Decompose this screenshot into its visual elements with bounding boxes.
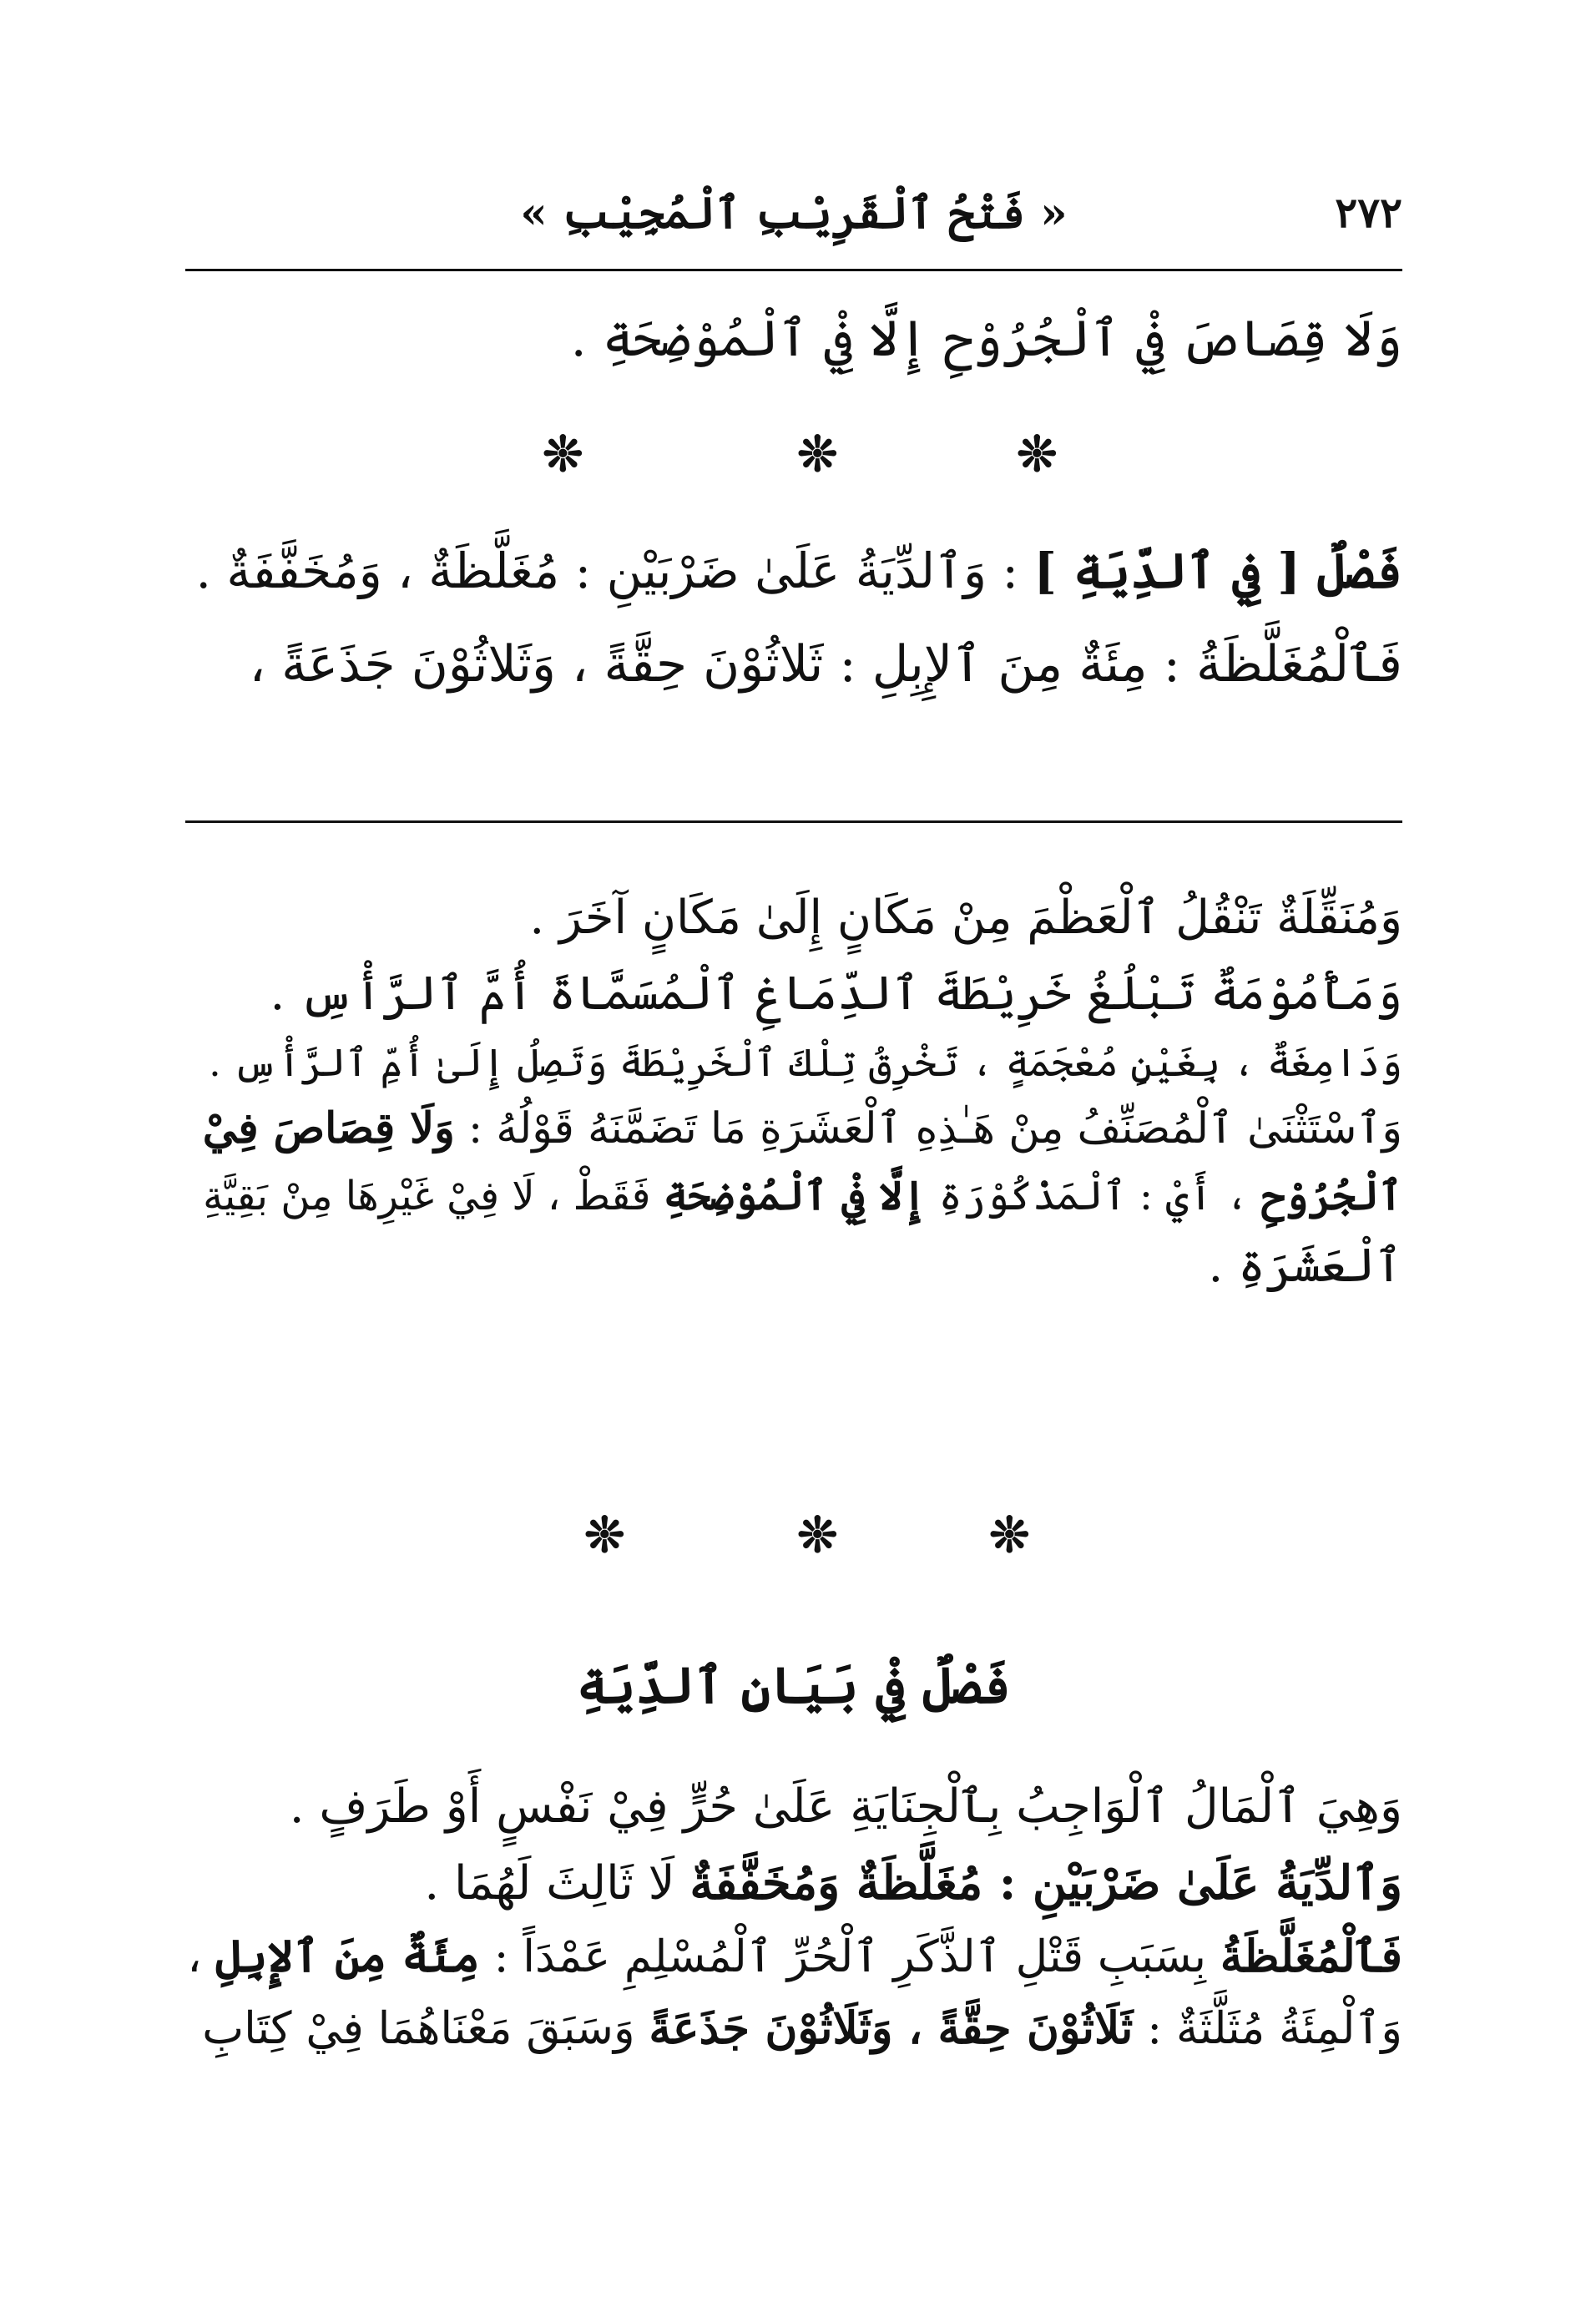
- star-ornament: ❊: [543, 426, 583, 482]
- sharh-line: وَدَامِغَةٌ ، بِغَيْنٍ مُعْجَمَةٍ ، تَخْرِقُ تِلْكَ ٱلْخَرِيْطَةَ وَتَصِلُ إِلَىٰ أُمِّ ٱلرَّأْسِ .: [209, 1040, 1402, 1086]
- matn-block-1: [185, 300, 1402, 378]
- matn-fasl-line: [185, 534, 1402, 609]
- sharh-text: وَٱسْتَثْنَىٰ ٱلْمُصَنِّفُ مِنْ هَـٰذِهِ ٱلْعَشَرَةِ مَا تَضَمَّنَهُ قَوْلُهُ :: [467, 1103, 1402, 1154]
- sharh-text: فَقَطْ ، لَا فِيْ غَيْرِهَا مِنْ بَقِيَّةِ: [203, 1172, 651, 1219]
- sharh-text: ، أَيْ : ٱلْمَذْكُوْرَةِ: [938, 1172, 1249, 1219]
- section-title: فَصْلٌ فِيْ بَيَانِ ٱلدِّيَةِ: [577, 1657, 1011, 1715]
- section-line: [185, 1845, 1402, 1922]
- section-line: [185, 1993, 1402, 2065]
- matn-line: فَٱلْمُغَلَّظَةُ : مِئَةٌ مِنَ ٱلإِبِلِ : ثَلاثُوْنَ حِقَّةً ، وَثَلاثُوْنَ جَذَعَةً ،: [249, 634, 1402, 694]
- section-body: [185, 1769, 1402, 2065]
- matn-quote: إِلَّا فِيْ ٱلْمُوْضِحَةِ: [663, 1172, 927, 1219]
- header-rule: [185, 269, 1402, 271]
- section-line: وَهِيَ ٱلْمَالُ ٱلْوَاجِبُ بِٱلْجِنَايَةِ عَلَىٰ حُرٍّ فِيْ نَفْسٍ أَوْ طَرَفٍ .: [289, 1780, 1402, 1834]
- matn-quote: وَلَا قِصَاصَ فِيْ: [202, 1103, 455, 1154]
- matn-quote: ثَلَاثُوْنَ حِقَّةً ، وَثَلَاثُوْنَ جَذَعَةً: [649, 2002, 1134, 2055]
- sharh-line: وَمُنَقِّلَةٌ تَنْقُلُ ٱلْعَظْمَ مِنْ مَكَانٍ إِلَىٰ مَكَانٍ آخَرَ .: [529, 891, 1402, 945]
- star-ornament: ❊: [584, 1507, 625, 1563]
- separator-stars: [0, 426, 1596, 505]
- sharh-text: لَا ثَالِثَ لَهُمَا .: [424, 1855, 675, 1911]
- star-ornament: ❊: [989, 1507, 1030, 1563]
- star-ornament: ❊: [797, 1507, 838, 1563]
- sharh-line: [185, 1094, 1402, 1164]
- matn-quote: ٱلْجُرُوْحِ: [1261, 1172, 1402, 1219]
- sharh-block: [185, 881, 1402, 1305]
- separator-stars: [0, 1507, 1596, 1586]
- sharh-text: بِسَبَبِ قَتْلِ ٱلذَّكَرِ ٱلْحُرِّ ٱلْمُسْلِمِ عَمْدَاً :: [493, 1931, 1206, 1983]
- page-number: ٢٧٢: [1335, 188, 1402, 237]
- section-line: [185, 1921, 1402, 1993]
- matn-block-2: [185, 534, 1402, 704]
- matn-line: وَلَا قِصَاصَ فِيْ ٱلْجُرُوْحِ إِلَّا فِيْ ٱلْمُوْضِحَةِ .: [570, 310, 1402, 368]
- footnote-rule: [185, 820, 1402, 823]
- sharh-text: ،: [187, 1931, 202, 1983]
- star-ornament: ❊: [1017, 426, 1058, 482]
- fasl-heading: فَصْلٌ [ فِي ٱلدِّيَةِ ]: [1033, 543, 1402, 599]
- sharh-line: وَمَأْمُوْمَةٌ تَبْلُغُ خَرِيْطَةَ ٱلدِّمَاغِ ٱلْمُسَمَّاةَ أُمَّ ٱلرَّأْسِ .: [270, 966, 1402, 1021]
- matn-quote: مِئَةٌ مِنَ ٱلإِبِلِ: [215, 1931, 480, 1983]
- page-header: [185, 179, 1402, 255]
- sharh-text: وَسَبَقَ مَعْنَاهُمَا فِيْ كِتَابِ: [202, 2003, 635, 2055]
- fasl-text: : وَٱلدِّيَةُ عَلَىٰ ضَرْبَيْنِ : مُغَلَّظَةٌ ، وَمُخَفَّفَةٌ .: [195, 543, 1019, 599]
- sharh-text: وَٱلْمِئَةُ مُثَلَّثَةٌ :: [1147, 2003, 1402, 2055]
- matn-quote: فَٱلْمُغَلَّظَةُ: [1220, 1931, 1402, 1983]
- running-title: « فَتْحُ ٱلْقَرِيْبِ ٱلْمُجِيْبِ »: [520, 188, 1068, 239]
- sharh-line: [185, 1164, 1402, 1229]
- star-ornament: ❊: [797, 426, 838, 482]
- sharh-line: ٱلْعَشَرَةِ .: [1208, 1239, 1402, 1294]
- matn-quote: وَٱلدِّيَةُ عَلَىٰ ضَرْبَيْنِ : مُغَلَّظَةٌ وَمُخَفَّفَةٌ: [689, 1855, 1402, 1911]
